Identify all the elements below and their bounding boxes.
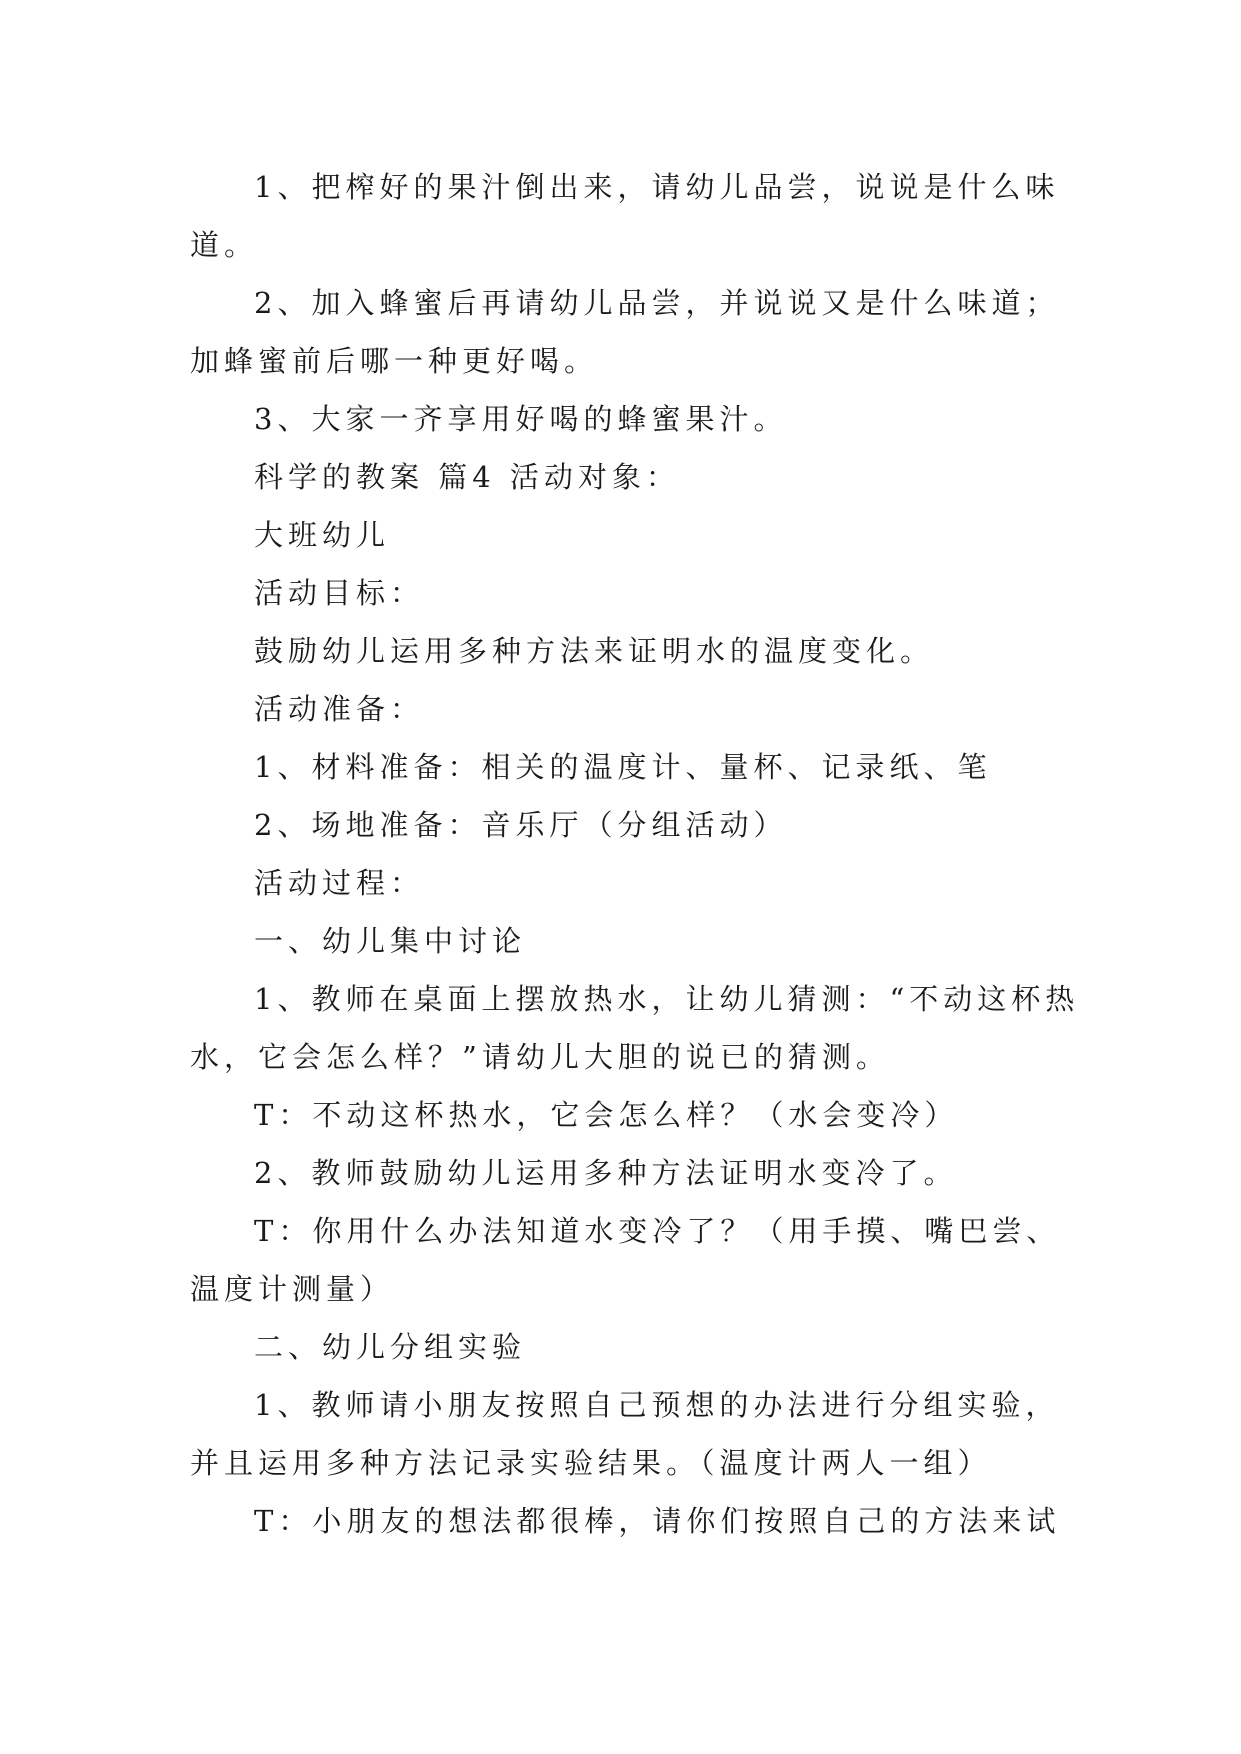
text-line: 加蜂蜜前后哪一种更好喝。: [190, 344, 599, 378]
document-body: [190, 158, 1080, 1550]
text-line: T：不动这杯热水，它会怎么样？（水会变冷）: [254, 1098, 959, 1132]
text-line: 1、教师请小朋友按照自己预想的办法进行分组实验，: [254, 1388, 1060, 1422]
subheading: 活动过程：: [254, 866, 425, 900]
subheading: 一、幼儿集中讨论: [254, 924, 527, 958]
text-line: 大班幼儿: [254, 518, 391, 552]
text-line: 1、材料准备：相关的温度计、量杯、记录纸、笔: [254, 750, 992, 784]
text-line: 水，它会怎么样？”请幼儿大胆的说已的猜测。: [190, 1040, 890, 1074]
text-line: 3、大家一齐享用好喝的蜂蜜果汁。: [254, 402, 788, 436]
text-line: T：小朋友的想法都很棒，请你们按照自己的方法来试: [254, 1504, 1061, 1538]
text-line: 温度计测量）: [190, 1272, 395, 1306]
text-line: 道。: [190, 228, 259, 262]
text-line: 鼓励幼儿运用多种方法来证明水的温度变化。: [254, 634, 935, 668]
section-heading: 科学的教案 篇4 活动对象：: [254, 460, 680, 494]
text-line: 1、教师在桌面上摆放热水，让幼儿猜测：“不动这杯热: [254, 982, 1080, 1016]
subheading: 活动准备：: [254, 692, 425, 726]
subheading: 二、幼儿分组实验: [254, 1330, 527, 1364]
text-line: 并且运用多种方法记录实验结果。（温度计两人一组）: [190, 1446, 992, 1480]
text-line: T：你用什么办法知道水变冷了？（用手摸、嘴巴尝、: [254, 1214, 1061, 1248]
text-line: 2、教师鼓励幼儿运用多种方法证明水变冷了。: [254, 1156, 958, 1190]
text-line: 2、加入蜂蜜后再请幼儿品尝，并说说又是什么味道；: [254, 286, 1060, 320]
text-line: 2、场地准备：音乐厅（分组活动）: [254, 808, 788, 842]
subheading: 活动目标：: [254, 576, 425, 610]
text-line: 1、把榨好的果汁倒出来，请幼儿品尝，说说是什么味: [254, 170, 1060, 204]
